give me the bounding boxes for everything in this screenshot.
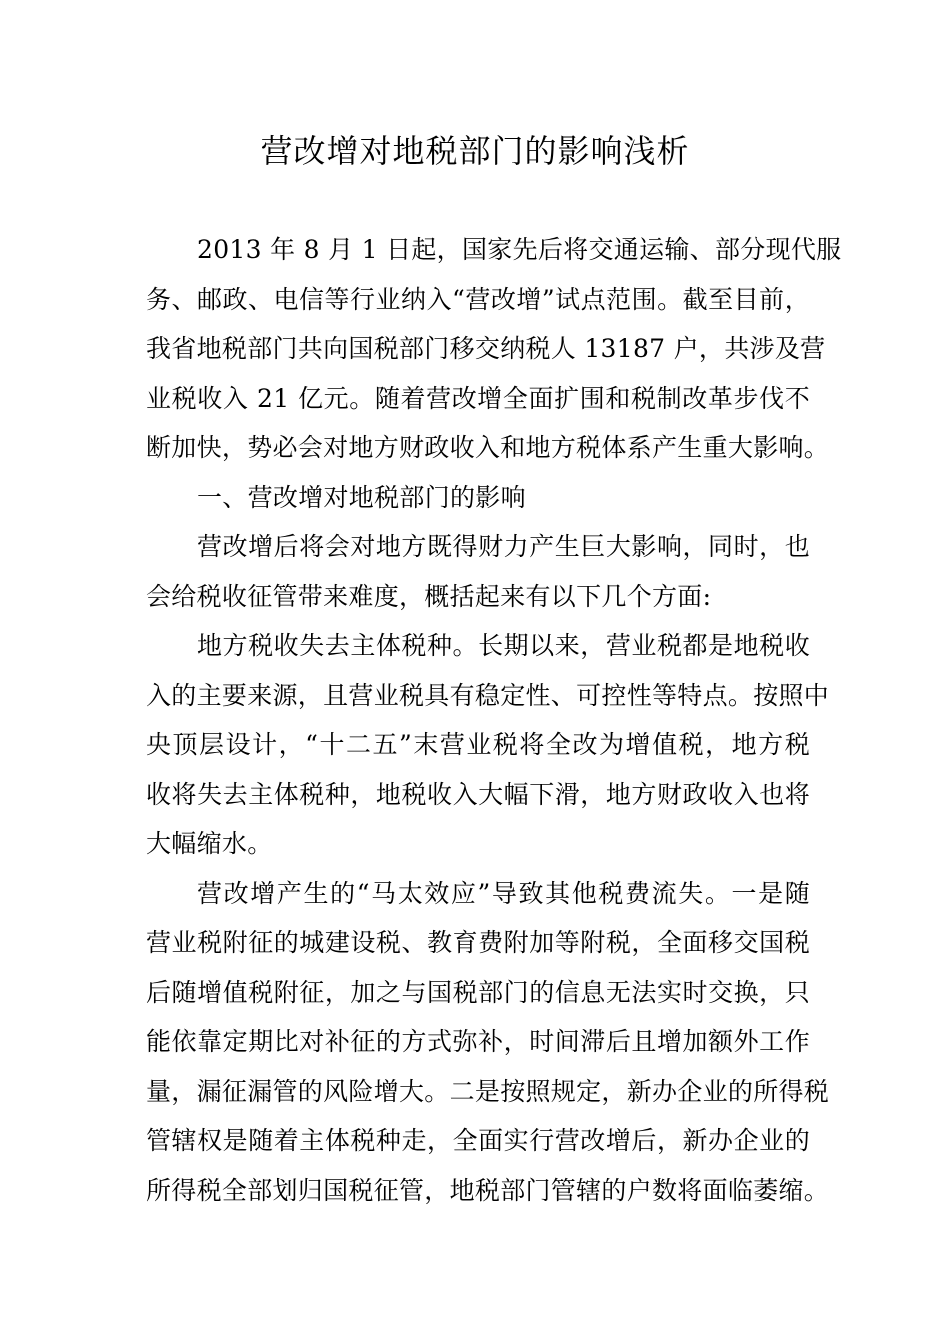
paragraph-main-tax-loss	[146, 621, 830, 869]
text-line: 入的主要来源，且营业税具有稳定性、可控性等特点。按照中	[146, 680, 830, 710]
paragraph-matthew-effect	[146, 869, 830, 1216]
text-line: 营业税附征的城建设税、教育费附加等附税，全面移交国税	[146, 928, 810, 957]
text-line: 量，漏征漏管的风险增大。二是按照规定，新办企业的所得税	[146, 1076, 830, 1106]
paragraph-overview	[146, 522, 810, 621]
text-line: 我省地税部门共向国税部门移交纳税人 13187 户，共涉及营	[146, 334, 826, 363]
text-line: 断加快，势必会对地方财政收入和地方税体系产生重大影响。	[146, 433, 830, 462]
text-line: 大幅缩水。	[146, 829, 273, 858]
text-line: 营改增产生的“马太效应”导致其他税费流失。一是随	[197, 878, 810, 908]
text-line: 地方税收失去主体税种。长期以来，营业税都是地税收	[197, 631, 810, 660]
text-line: 后随增值税附征，加之与国税部门的信息无法实时交换，只	[146, 977, 810, 1007]
text-line: 能依靠定期比对补征的方式弥补，时间滞后且增加额外工作	[146, 1027, 810, 1056]
page-title: 营改增对地税部门的影响浅析	[260, 132, 690, 170]
text-line: 务、邮政、电信等行业纳入“营改增”试点范围。截至目前，	[146, 284, 810, 314]
text-line: 业税收入 21 亿元。随着营改增全面扩围和税制改革步伐不	[146, 383, 810, 413]
text-line: 所得税全部划归国税征管，地税部门管辖的户数将面临萎缩。	[146, 1175, 830, 1205]
paragraph-intro	[146, 225, 842, 473]
text-line: 2013 年 8 月 1 日起，国家先后将交通运输、部分现代服	[197, 235, 842, 264]
text-line: 管辖权是随着主体税种走，全面实行营改增后，新办企业的	[146, 1126, 810, 1155]
text-line: 一、营改增对地税部门的影响	[197, 482, 526, 512]
text-line: 营改增后将会对地方既得财力产生巨大影响，同时，也	[197, 532, 810, 561]
document-body	[146, 225, 842, 1215]
text-line: 会给税收征管带来难度，概括起来有以下几个方面:	[146, 581, 712, 611]
text-line: 收将失去主体税种，地税收入大幅下滑，地方财政收入也将	[146, 779, 810, 809]
text-line: 央顶层设计，“十二五”末营业税将全改为增值税，地方税	[146, 730, 810, 759]
section-heading	[146, 473, 810, 523]
